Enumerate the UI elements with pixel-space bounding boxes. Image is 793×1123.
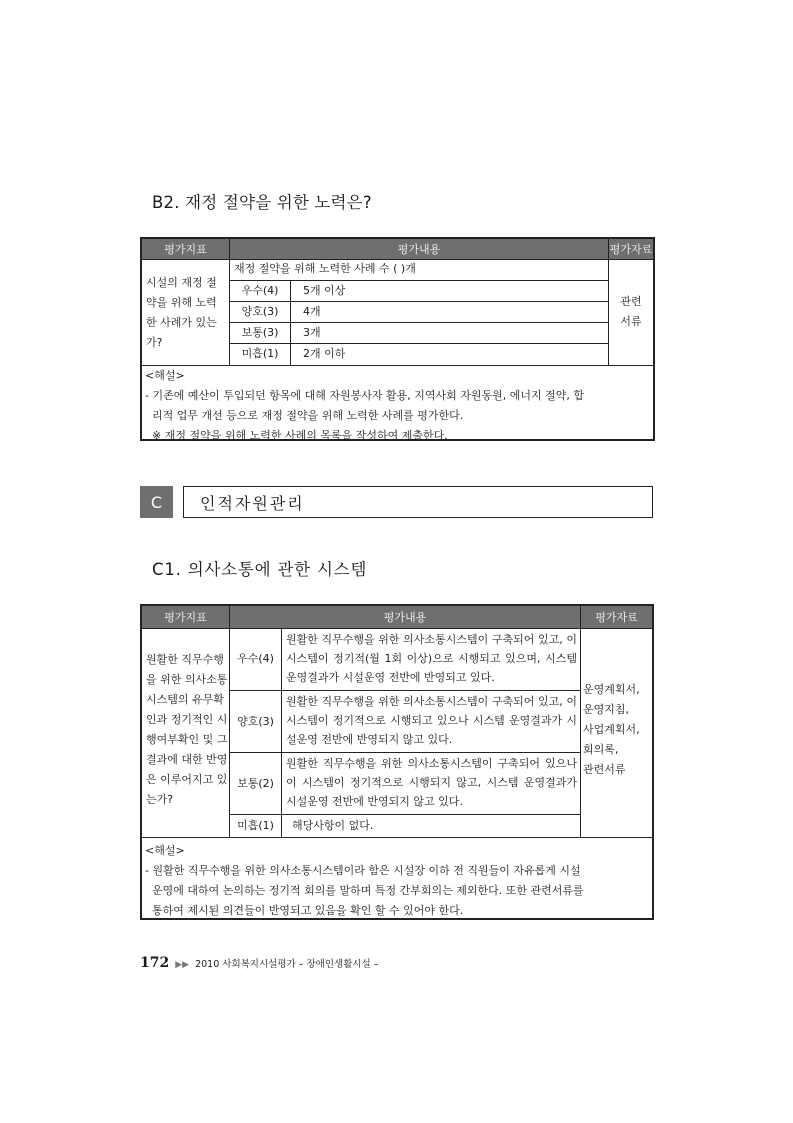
b2-desc-excellent: 5개 이상 (303, 284, 346, 297)
footer-arrows-icon: ▶▶ (175, 960, 190, 970)
c1-note-heading: <해설> (145, 844, 185, 857)
b2-intro: 재정 절약을 위해 노력한 사례 수 ( )개 (234, 262, 416, 275)
c1-desc-good: 원활한 직무수행을 위한 의사소통시스템이 구축되어 있고, 이 시스템이 정기적으로 시행되고 있으나 시스템 운영결과가 시설운영 전반에 반영되지 않고 있다. (286, 695, 577, 746)
c1-grade-good: 양호(3) (237, 715, 274, 728)
b2-grade-poor: 미흡(1) (241, 347, 279, 360)
b2-note-heading: <해설> (145, 369, 185, 382)
page-number: 172 (140, 955, 170, 971)
section-c-letter: C (140, 486, 173, 518)
c1-note-line-1: - 원활한 직무수행을 위한 의사소통시스템이라 함은 시설장 이하 전 직원들이 자유롭게 시설 (145, 864, 581, 877)
b2-desc-poor: 2개 이하 (303, 347, 346, 360)
b2-note-line-3: ※ 재정 절약을 위해 노력한 사례의 목록을 작성하여 제출한다. (145, 429, 448, 442)
c1-grade-average: 보통(2) (237, 777, 274, 790)
c1-notes (145, 841, 650, 921)
c1-indicator: 원활한 직무수행을 위한 의사소통시스템의 유무확인과 정기적인 시행여부확인 및 그 결과에 대한 반영은 이루어지고 있는가? (146, 653, 228, 806)
b2-notes (145, 366, 650, 446)
page-footer (140, 955, 379, 971)
c1-title: C1. 의사소통에 관한 시스템 (152, 560, 368, 579)
b2-table (140, 237, 655, 441)
c1-grade-excellent: 우수(4) (237, 652, 274, 665)
c1-note-line-3: 통하여 제시된 의견들이 반영되고 있음을 확인 할 수 있어야 한다. (145, 904, 464, 917)
c1-header-indicator: 평가지표 (142, 606, 229, 628)
c1-desc-average: 원활한 직무수행을 위한 의사소통시스템이 구축되어 있으나 이 시스템이 정기적으로 시행되지 않고, 시스템 운영결과가 시설운영 전반에 반영되지 않고 있다. (286, 757, 577, 808)
b2-header-material: 평가자료 (609, 239, 653, 259)
c1-header-material: 평가자료 (581, 606, 652, 628)
b2-grade-average: 보통(3) (241, 326, 279, 339)
b2-title: B2. 재정 절약을 위한 노력은? (152, 193, 372, 212)
c1-table (140, 604, 654, 920)
c1-desc-excellent: 원활한 직무수행을 위한 의사소통시스템이 구축되어 있고, 이 시스템이 정기적(월 1회 이상)으로 시행되고 있으며, 시스템 운영결과가 시설운영 전반에 반영되고 있다. (286, 633, 577, 684)
b2-desc-good: 4개 (303, 305, 321, 318)
b2-header-indicator: 평가지표 (142, 239, 229, 259)
b2-material: 관련 서류 (620, 295, 642, 328)
b2-note-line-1: - 기존에 예산이 투입되던 항목에 대해 자원봉사자 활용, 지역사회 자원동원, 에너지 절약, 합 (145, 389, 584, 402)
b2-grade-excellent: 우수(4) (241, 284, 279, 297)
c1-grade-poor: 미흡(1) (237, 819, 274, 832)
b2-header-content: 평가내용 (230, 239, 608, 259)
b2-note-line-2: 리적 업무 개선 등으로 재정 절약을 위해 노력한 사례를 평가한다. (145, 409, 464, 422)
c1-material: 운영계획서, 운영지침, 사업계획서, 회의록, 관련서류 (583, 683, 640, 776)
footer-title: 2010 사회복지시설평가 – 장애인생활시설 – (195, 959, 379, 970)
c1-desc-poor: 해당사항이 없다. (292, 819, 374, 832)
b2-desc-average: 3개 (303, 326, 321, 339)
b2-grade-good: 양호(3) (241, 305, 279, 318)
b2-indicator: 시설의 재정 절약을 위해 노력한 사례가 있는가? (146, 276, 217, 349)
c1-header-content: 평가내용 (230, 606, 580, 628)
c1-note-line-2: 운영에 대하여 논의하는 정기적 회의를 말하며 특정 간부회의는 제외한다. 또한 관련서류를 (145, 884, 584, 897)
section-c-title: 인적자원관리 (183, 486, 653, 518)
